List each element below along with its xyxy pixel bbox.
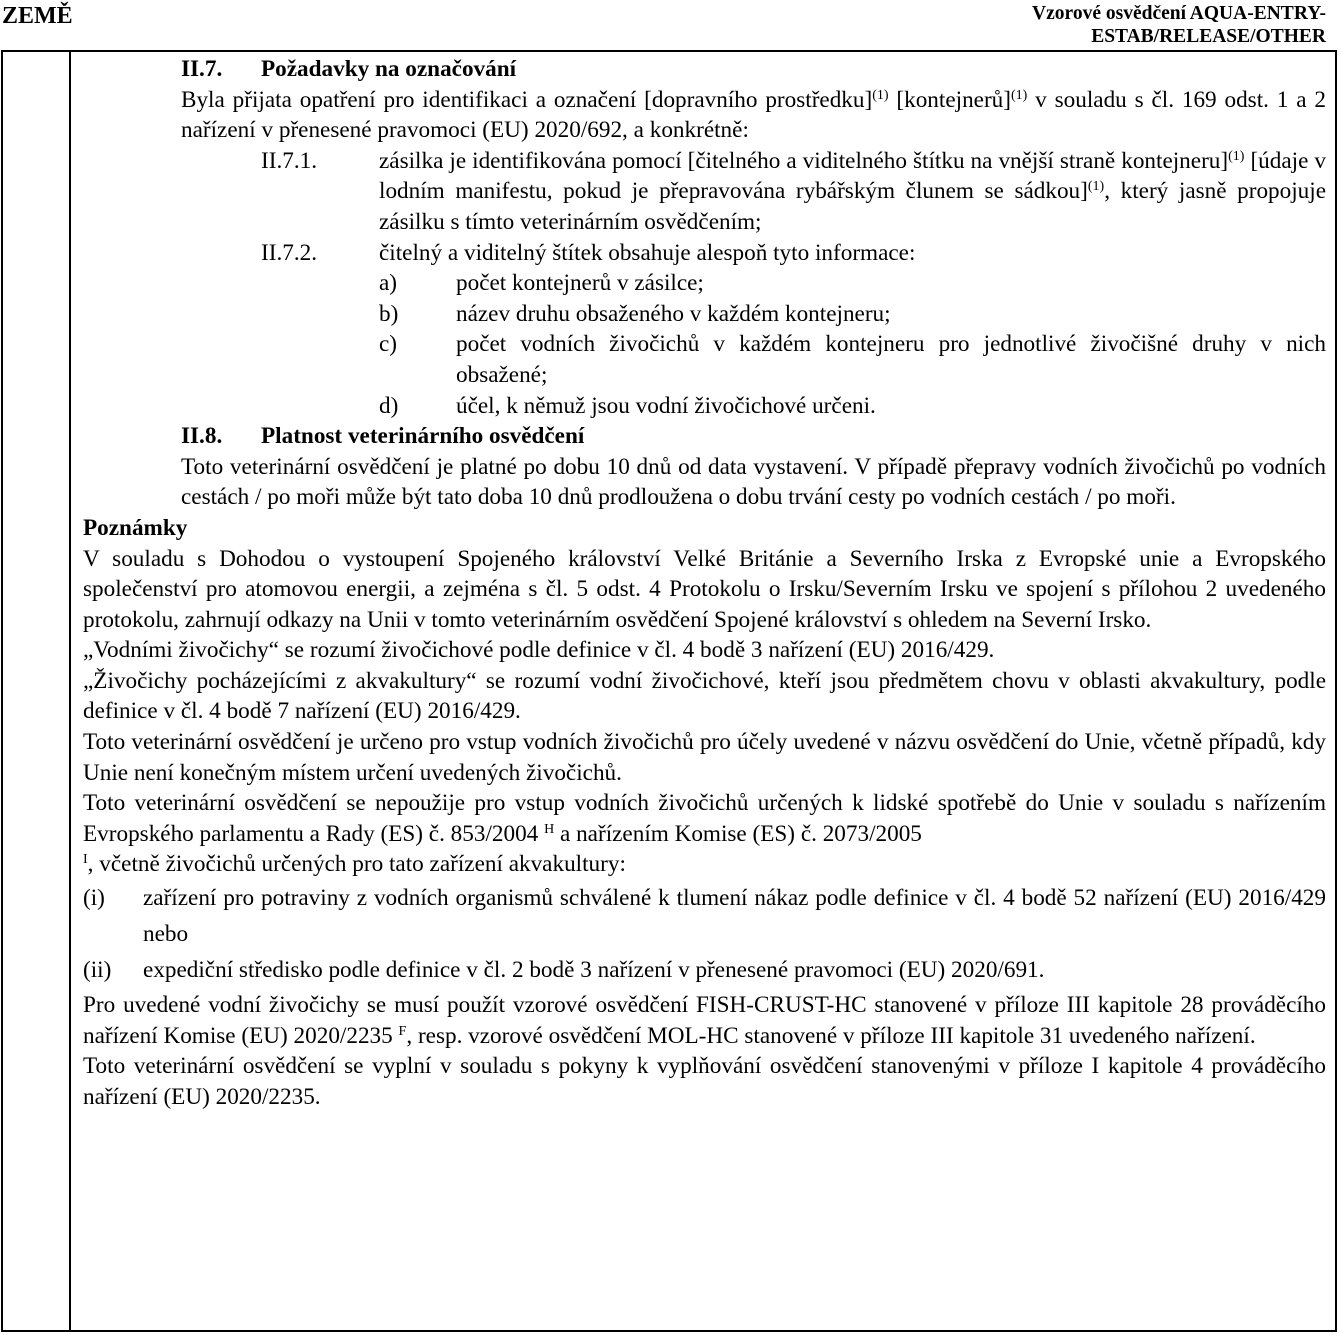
item-text: čitelný a viditelný štítek obsahuje alespoň tyto informace:	[379, 239, 916, 266]
intro-text: v souladu s čl. 169 odst. 1 a 2 nařízení v přenesené pravomoci (EU) 2020/692, a konkrétně:	[181, 86, 1326, 144]
notes-list-item-ii	[83, 952, 1326, 988]
section-ii8-text: Toto veterinární osvědčení je platné po dobu 10 dnů od data vystavení. V případě přepravy vodních živočichů po vodních cestách / po moři může být tato doba 10 dnů prodloužena o dobu trvání cesty po vodních cestách / po moři.	[181, 453, 1326, 511]
subitem-d	[379, 391, 1326, 422]
notes-paragraph: Toto veterinární osvědčení se vyplní v souladu s pokyny k vyplňování osvědčení stanovenými v příloze I kapitole 4 prováděcího nařízení (EU) 2020/2235.	[83, 1053, 1326, 1110]
notes-paragraph	[83, 990, 1326, 1051]
item-text-part: [údaje v lodním manifestu, pokud je přepravována rybářským člunem se sádkou]	[379, 147, 1326, 205]
section-number: II.7.	[181, 56, 223, 82]
certificate-content	[83, 54, 1326, 1112]
intro-text: Byla přijata opatření pro identifikaci a označení [dopravního prostředku]	[181, 86, 873, 113]
footnote-ref: H	[544, 821, 555, 837]
section-ii8	[181, 421, 1326, 513]
footnote-ref: (1)	[1011, 87, 1028, 103]
section-number: II.8.	[181, 423, 223, 450]
subitem-letter: d)	[379, 392, 399, 419]
left-column-divider	[69, 52, 71, 1330]
item-ii7-2	[261, 238, 1326, 269]
item-text-part: , který jasně propojuje zásilku s tímto veterinárním osvědčením;	[379, 178, 1326, 235]
notes-text-part: Pro uvedené vodní živočichy se musí použít vzorové osvědčení FISH-CRUST-HC stanovené v příloze III kapitole 28 prováděcího nařízení Komise (EU) 2020/2235	[83, 992, 1326, 1049]
notes-heading: Poznámky	[83, 514, 188, 541]
notes-text-part: , včetně živočichů určených pro tato zařízení akvakultury:	[87, 851, 626, 878]
list-number: (i)	[83, 885, 105, 912]
list-text: expediční středisko podle definice v čl. 2 bodě 3 nařízení v přenesené pravomoci (EU) 2020/691.	[143, 957, 1045, 984]
subitem-text: účel, k němuž jsou vodní živočichové určeni.	[456, 392, 876, 419]
section-ii7-intro	[181, 85, 1326, 146]
footnote-ref: I	[83, 852, 88, 868]
item-number: II.7.1.	[261, 147, 318, 174]
notes-list-item-i	[83, 880, 1326, 952]
notes-text-part: , resp. vzorové osvědčení MOL-HC stanovené v příloze III kapitole 31 uvedeného nařízení.	[406, 1022, 1256, 1049]
item-number: II.7.2.	[261, 239, 318, 266]
subitem-letter: c)	[379, 331, 398, 358]
country-header: ZEMĚ	[2, 3, 73, 29]
certificate-model-line1: Vzorové osvědčení AQUA-ENTRY-	[1032, 3, 1326, 24]
subitem-a	[379, 268, 1326, 299]
notes-paragraph: „Živočichy pocházejícími z akvakultury“ se rozumí vodní živočichové, kteří jsou předmětem chovu v oblasti akvakultury, podle definice v čl. 4 bodě 7 nařízení (EU) 2016/429.	[83, 667, 1326, 725]
certificate-model-line2: ESTAB/RELEASE/OTHER	[1091, 26, 1326, 47]
item-text	[379, 146, 1326, 238]
section-title: Platnost veterinárního osvědčení	[261, 423, 585, 450]
item-ii7-1	[261, 146, 1326, 238]
section-title: Požadavky na označování	[261, 56, 517, 82]
list-text: zařízení pro potraviny z vodních organismů schválené k tlumení nákaz podle definice v čl. 4 bodě 52 nařízení (EU) 2016/429 nebo	[143, 885, 1326, 948]
subitem-text: počet kontejnerů v zásilce;	[456, 270, 704, 297]
notes-paragraph	[83, 788, 1326, 880]
section-ii8-heading	[181, 421, 1326, 452]
footnote-ref: (1)	[1228, 148, 1245, 164]
notes-paragraph: V souladu s Dohodou o vystoupení Spojeného království Velké Británie a Severního Irska z Evropské unie a Evropského společenství pro atomovou energii, a zejména s čl. 5 odst. 4 Protokolu o Irsku/Severním Irsku ve spojení s přílohou 2 uvedeného protokolu, zahrnují odkazy na Unii v tomto veterinárním osvědčení Spojené království s ohledem na Severní Irsko.	[83, 545, 1326, 633]
subitem-c	[379, 329, 1326, 390]
footnote-ref: F	[398, 1023, 407, 1039]
notes-text-part: a nařízením Komise (ES) č. 2073/2005	[554, 820, 922, 847]
subitem-letter: b)	[379, 300, 399, 327]
notes-paragraph: „Vodními živočichy“ se rozumí živočichové podle definice v čl. 4 bodě 3 nařízení (EU) 2016/429.	[83, 637, 995, 664]
list-number: (ii)	[83, 957, 112, 984]
subitem-text: počet vodních živočichů v každém kontejneru pro jednotlivé živočišné druhy v nich obsažené;	[456, 331, 1326, 388]
subitem-letter: a)	[379, 270, 398, 297]
subitem-text: název druhu obsaženého v každém kontejneru;	[456, 300, 891, 327]
notes-paragraph: Toto veterinární osvědčení je určeno pro vstup vodních živočichů pro účely uvedené v názvu osvědčení do Unie, včetně případů, kdy Unie není konečným místem určení uvedených živočichů.	[83, 729, 1326, 786]
footnote-ref: (1)	[1087, 179, 1105, 195]
certificate-model-header	[1032, 2, 1326, 48]
section-ii7-heading	[181, 54, 1326, 85]
intro-text: [kontejnerů]	[888, 86, 1011, 113]
footnote-ref: (1)	[872, 87, 889, 103]
item-text-part: zásilka je identifikována pomocí [čitelného a viditelného štítku na vnější straně kontejneru]	[379, 147, 1229, 174]
subitem-b	[379, 299, 1326, 330]
section-ii7	[181, 54, 1326, 146]
notes-text-part: Toto veterinární osvědčení se nepoužije pro vstup vodních živočichů určených k lidské spotřebě do Unie v souladu s nařízením Evropského parlamentu a Rady (ES) č. 853/2004	[83, 790, 1326, 847]
